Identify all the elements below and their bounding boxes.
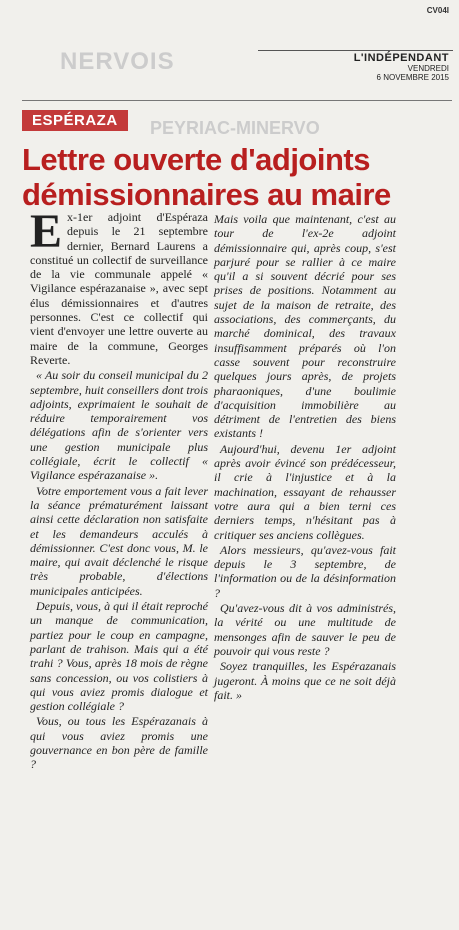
date-full: 6 NOVEMBRE 2015	[376, 73, 449, 82]
quote-paragraph: Votre emportement vous a fait lever la séance prématurément laissant ainsi cette déclaration non satisfaite et les demandeurs acculés à démissionner. C'est donc vous, M. le maire, qui avait déclenché le risque très probable, d'élections municipales anticipées.	[30, 483, 208, 598]
quote-paragraph: « Au soir du conseil municipal du 2 septembre, huit conseillers dont trois adjoints, exprimaient le souhait de réduire temporairement vos délégations afin de s'orienter vers une gestion municipale plus collégiale, écrit le collectif « Vigilance espérazanaise ».	[30, 368, 208, 483]
article-column-2	[214, 212, 396, 703]
section-kicker: ESPÉRAZA	[22, 110, 128, 131]
bleed-text-left: NERVOIS	[60, 48, 175, 75]
date-day: VENDREDI	[407, 64, 449, 73]
page-code: CV04I	[426, 6, 449, 15]
header-rule	[22, 100, 452, 101]
quote-paragraph: Aujourd'hui, devenu 1er adjoint après avoir évincé son prédécesseur, il crie à l'injustice et à la machination, essayant de rehausser votre aura qui a bien terni ces derniers temps, n'hésitant pas à critiquer ses anciens collègues.	[214, 441, 396, 542]
article-column-1	[30, 205, 208, 773]
quote-paragraph: Vous, ou tous les Espérazanais à qui vous aviez promis une gouvernance en bon père de famille ?	[30, 714, 208, 772]
top-rule	[258, 50, 453, 51]
quote-paragraph: Soyez tranquilles, les Espérazanais jugeront. À moins que ce ne soit déjà fait. »	[214, 659, 396, 702]
paper-name: L'INDÉPENDANT	[353, 52, 449, 64]
intro-paragraph	[30, 205, 208, 367]
masthead	[259, 52, 449, 82]
intro-text: x-1er adjoint d'Espéraza depuis le 21 septembre dernier, Bernard Laurens a constitué un collectif de surveillance de la vie communale appelé « Vigilance espérazanaise », avec sept élus démissionnaires et d'autres personnes. C'est ce collectif qui vient d'envoyer une lettre ouverte au maire de la commune, Georges Reverte.	[30, 210, 208, 367]
article-title: Lettre ouverte d'adjoints démissionnaires au maire	[22, 142, 391, 212]
bleed-text-right: PEYRIAC-MINERVO	[150, 118, 320, 138]
quote-paragraph: Qu'avez-vous dit à vos administrés, la vérité ou une multitude de mensonges afin de sauver le peu de pouvoir qui vous reste ?	[214, 601, 396, 658]
quote-paragraph: Alors messieurs, qu'avez-vous fait depuis le 3 septembre, de l'information ou de la désinformation ?	[214, 542, 396, 600]
drop-cap: E	[30, 205, 63, 258]
quote-paragraph: Depuis, vous, à qui il était reproché un manque de communication, partiez pour le coup en campagne, parlant de trahison. Mais qui a été trahi ? Vous, après 18 mois de règne sans concession, ou vos colistiers à qui vous aviez promis dialogue et gestion collégiale ?	[30, 599, 208, 714]
quote-paragraph: Mais voila que maintenant, c'est au tour de l'ex-2e adjoint démissionnaire qui, après coup, s'est parjuré pour se rallier à ce maire qu'il a si souvent décrié pour ses prises de positions. Notamment au sujet de la maison de retraite, des associations, des commerçants, du marché dominical, des travaux insuffisamment préparés où l'on casse souvent pour reconstruire quelques jours après, de projets pharaoniques, d'une boulimie d'acquisition immobilière au détriment de l'entretien des biens existants !	[214, 212, 396, 441]
